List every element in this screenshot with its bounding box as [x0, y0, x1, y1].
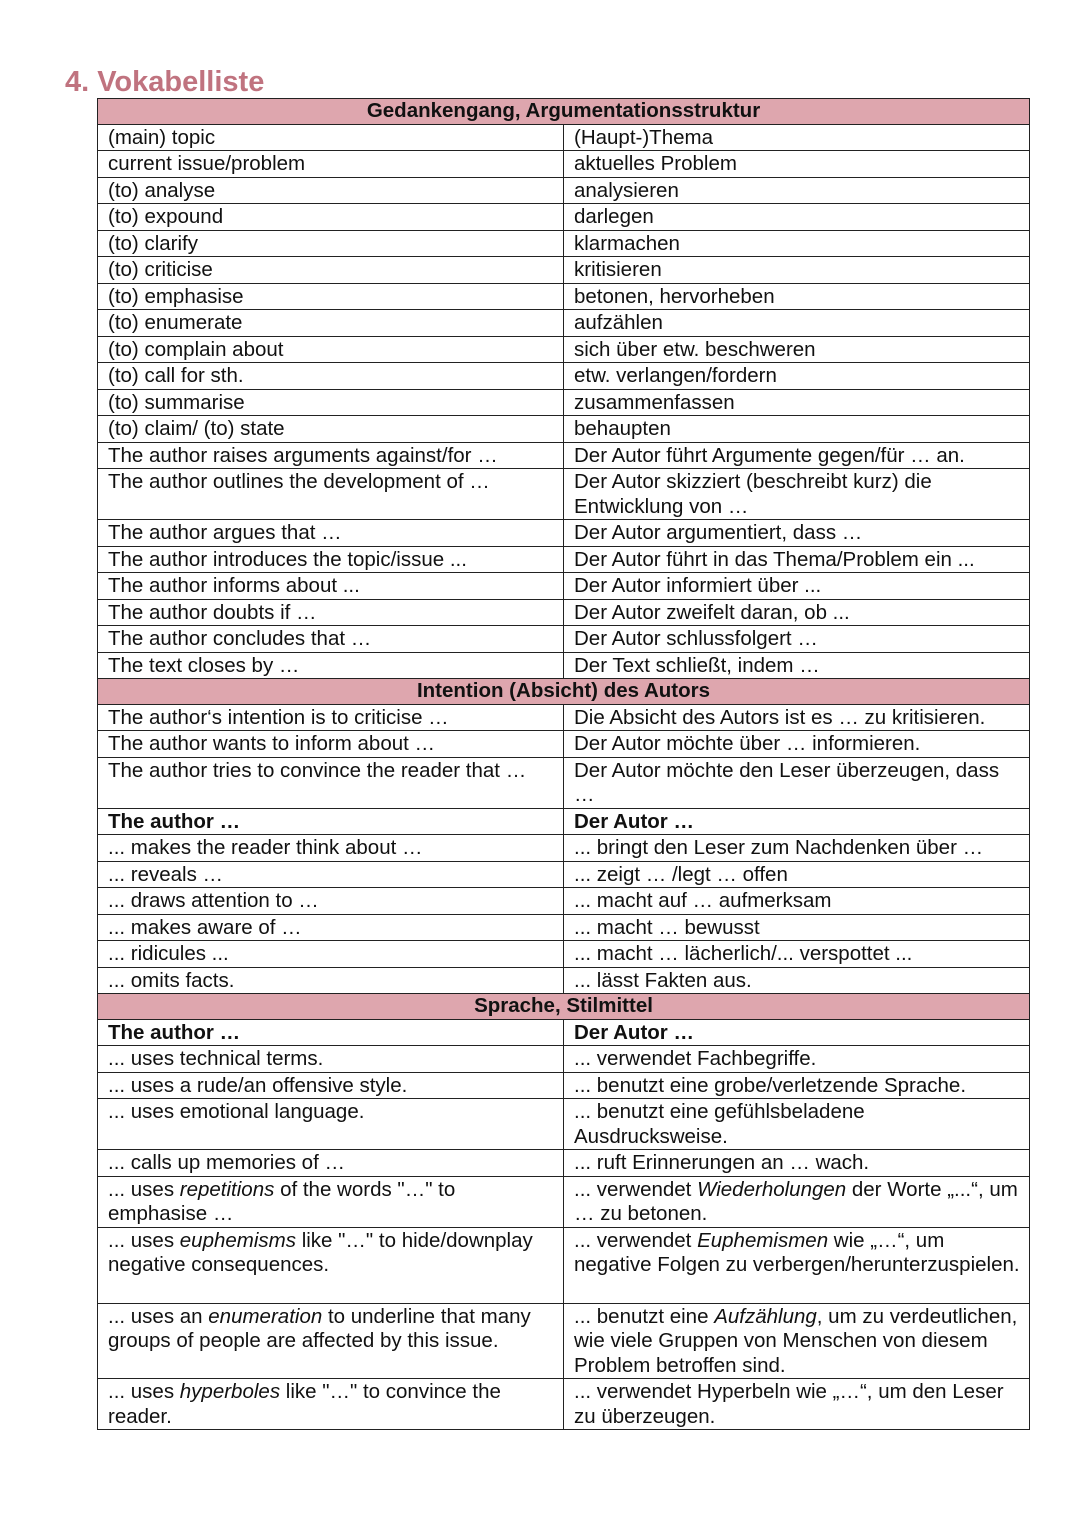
table-row	[98, 573, 1030, 600]
german-translation: Der Autor argumentiert, dass …	[564, 520, 1030, 547]
english-term: (to) criticise	[98, 257, 564, 284]
german-translation: Der Autor führt in das Thema/Problem ein ...	[564, 546, 1030, 573]
german-translation: Der Autor skizziert (beschreibt kurz) die Entwicklung von …	[564, 469, 1030, 520]
table-row	[98, 177, 1030, 204]
page-title: 4. Vokabelliste	[65, 66, 265, 98]
english-term	[98, 1227, 564, 1303]
english-term: The author …	[98, 1019, 564, 1046]
english-term: ... ridicules ...	[98, 941, 564, 968]
german-translation: ... benutzt eine grobe/verletzende Sprache.	[564, 1072, 1030, 1099]
english-term: ... uses technical terms.	[98, 1046, 564, 1073]
vocabulary-table	[97, 98, 1030, 1430]
table-row	[98, 914, 1030, 941]
text-segment: ... benutzt eine	[574, 1304, 715, 1328]
english-term: The author doubts if …	[98, 599, 564, 626]
german-translation: Der Autor informiert über ...	[564, 573, 1030, 600]
german-translation: Die Absicht des Autors ist es … zu kritisieren.	[564, 704, 1030, 731]
german-translation: aufzählen	[564, 310, 1030, 337]
stylistic-device-term: hyperboles	[179, 1380, 281, 1403]
german-translation: Der Autor …	[564, 808, 1030, 835]
german-translation: behaupten	[564, 416, 1030, 443]
german-translation	[564, 1303, 1030, 1379]
stylistic-device-term: enumeration	[208, 1304, 323, 1328]
text-segment: ... uses	[108, 1228, 180, 1252]
section-header-row	[98, 679, 1030, 705]
german-translation: (Haupt-)Thema	[564, 124, 1030, 151]
english-term: ... draws attention to …	[98, 888, 564, 915]
german-translation: analysieren	[564, 177, 1030, 204]
german-translation: zusammenfassen	[564, 389, 1030, 416]
german-translation: Der Autor möchte über … informieren.	[564, 731, 1030, 758]
english-term: ... uses emotional language.	[98, 1099, 564, 1150]
english-term: (main) topic	[98, 124, 564, 151]
table-row	[98, 1099, 1030, 1150]
table-row	[98, 731, 1030, 758]
english-term: ... makes the reader think about …	[98, 835, 564, 862]
subheading-row	[98, 808, 1030, 835]
table-row	[98, 389, 1030, 416]
stylistic-device-term: Wiederholungen	[697, 1177, 847, 1201]
section-heading: Gedankengang, Argumentationsstruktur	[98, 99, 1030, 125]
text-segment: ... verwendet	[574, 1177, 698, 1201]
text-segment: der Worte „...“, um … zu betonen.	[574, 1177, 1018, 1225]
table-row	[98, 469, 1030, 520]
german-translation: ... benutzt eine gefühlsbeladene Ausdrucksweise.	[564, 1099, 1030, 1150]
table-row	[98, 283, 1030, 310]
english-term	[98, 1176, 564, 1227]
english-term: The author concludes that …	[98, 626, 564, 653]
german-translation: sich über etw. beschweren	[564, 336, 1030, 363]
table-row	[98, 1176, 1030, 1227]
english-term: (to) call for sth.	[98, 363, 564, 390]
text-segment: like "…" to hide/downplay negative consequences.	[108, 1228, 533, 1276]
stylistic-device-term: Euphemismen	[697, 1228, 829, 1252]
german-translation: darlegen	[564, 204, 1030, 231]
german-translation: ... verwendet Fachbegriffe.	[564, 1046, 1030, 1073]
german-translation: etw. verlangen/fordern	[564, 363, 1030, 390]
german-translation: ... zeigt … /legt … offen	[564, 861, 1030, 888]
german-translation: ... macht … lächerlich/... verspottet ...	[564, 941, 1030, 968]
text-segment: of the words "…" to emphasise …	[108, 1177, 456, 1225]
vocabulary-table-body	[98, 99, 1030, 1430]
english-term: The author‘s intention is to criticise …	[98, 704, 564, 731]
table-row	[98, 941, 1030, 968]
german-translation: Der Autor führt Argumente gegen/für … an.	[564, 442, 1030, 469]
english-term: (to) claim/ (to) state	[98, 416, 564, 443]
german-translation: Der Text schließt, indem …	[564, 652, 1030, 679]
table-row	[98, 442, 1030, 469]
english-term: The author tries to convince the reader that …	[98, 757, 564, 808]
table-row	[98, 1046, 1030, 1073]
table-row	[98, 757, 1030, 808]
table-row	[98, 204, 1030, 231]
table-row	[98, 363, 1030, 390]
table-row	[98, 888, 1030, 915]
table-row	[98, 704, 1030, 731]
german-translation: Der Autor schlussfolgert …	[564, 626, 1030, 653]
german-translation: betonen, hervorheben	[564, 283, 1030, 310]
german-translation: ... macht auf … aufmerksam	[564, 888, 1030, 915]
table-row	[98, 546, 1030, 573]
german-translation: ... macht … bewusst	[564, 914, 1030, 941]
table-row	[98, 336, 1030, 363]
english-term: (to) analyse	[98, 177, 564, 204]
english-term: The text closes by …	[98, 652, 564, 679]
section-heading: Sprache, Stilmittel	[98, 994, 1030, 1020]
text-segment: like "…" to convince the reader.	[108, 1380, 501, 1428]
german-translation: Der Autor möchte den Leser überzeugen, dass …	[564, 757, 1030, 808]
english-term: current issue/problem	[98, 151, 564, 178]
stylistic-device-term: repetitions	[179, 1177, 275, 1201]
subheading-row	[98, 1019, 1030, 1046]
english-term	[98, 1303, 564, 1379]
english-term: ... omits facts.	[98, 967, 564, 994]
section-header-row	[98, 99, 1030, 125]
table-row	[98, 599, 1030, 626]
table-row	[98, 835, 1030, 862]
english-term: (to) expound	[98, 204, 564, 231]
english-term: The author raises arguments against/for …	[98, 442, 564, 469]
table-row	[98, 124, 1030, 151]
english-term: ... reveals …	[98, 861, 564, 888]
english-term: The author informs about ...	[98, 573, 564, 600]
german-translation: kritisieren	[564, 257, 1030, 284]
german-translation: Der Autor zweifelt daran, ob ...	[564, 599, 1030, 626]
text-segment: ... uses	[108, 1380, 180, 1403]
table-row	[98, 1379, 1030, 1430]
text-segment: ... verwendet Hyperbeln wie „…“, um den Leser zu überzeugen.	[574, 1380, 1004, 1428]
table-row	[98, 1150, 1030, 1177]
german-translation	[564, 1227, 1030, 1303]
text-segment: , um zu verdeutlichen, wie viele Gruppen von Menschen von diesem Problem betroffen sind.	[574, 1304, 1018, 1377]
english-term: ... uses a rude/an offensive style.	[98, 1072, 564, 1099]
table-row	[98, 520, 1030, 547]
text-segment: ... uses an	[108, 1304, 209, 1328]
text-segment: ... uses	[108, 1177, 180, 1201]
german-translation	[564, 1176, 1030, 1227]
english-term: The author …	[98, 808, 564, 835]
stylistic-device-term: euphemisms	[179, 1228, 296, 1252]
english-term: (to) summarise	[98, 389, 564, 416]
table-row	[98, 416, 1030, 443]
table-row	[98, 861, 1030, 888]
text-segment: wie „…“, um negative Folgen zu verbergen/herunterzuspielen.	[574, 1228, 1020, 1276]
table-row	[98, 1303, 1030, 1379]
english-term: ... makes aware of …	[98, 914, 564, 941]
german-translation: ... bringt den Leser zum Nachdenken über …	[564, 835, 1030, 862]
german-translation: klarmachen	[564, 230, 1030, 257]
english-term: The author introduces the topic/issue ...	[98, 546, 564, 573]
section-header-row	[98, 994, 1030, 1020]
english-term: The author argues that …	[98, 520, 564, 547]
german-translation	[564, 1379, 1030, 1430]
table-row	[98, 1072, 1030, 1099]
text-segment: ... verwendet	[574, 1228, 698, 1252]
table-row	[98, 967, 1030, 994]
english-term: (to) enumerate	[98, 310, 564, 337]
english-term: (to) clarify	[98, 230, 564, 257]
english-term: (to) complain about	[98, 336, 564, 363]
english-term: The author wants to inform about …	[98, 731, 564, 758]
table-row	[98, 626, 1030, 653]
table-row	[98, 257, 1030, 284]
german-translation: ... lässt Fakten aus.	[564, 967, 1030, 994]
english-term	[98, 1379, 564, 1430]
table-row	[98, 310, 1030, 337]
english-term: ... calls up memories of …	[98, 1150, 564, 1177]
text-segment: to underline that many groups of people are affected by this issue.	[108, 1304, 531, 1352]
stylistic-device-term: Aufzählung	[714, 1304, 817, 1328]
english-term: (to) emphasise	[98, 283, 564, 310]
table-row	[98, 230, 1030, 257]
table-row	[98, 1227, 1030, 1303]
table-row	[98, 151, 1030, 178]
german-translation: aktuelles Problem	[564, 151, 1030, 178]
german-translation: Der Autor …	[564, 1019, 1030, 1046]
table-row	[98, 652, 1030, 679]
english-term: The author outlines the development of …	[98, 469, 564, 520]
german-translation: ... ruft Erinnerungen an … wach.	[564, 1150, 1030, 1177]
section-heading: Intention (Absicht) des Autors	[98, 679, 1030, 705]
